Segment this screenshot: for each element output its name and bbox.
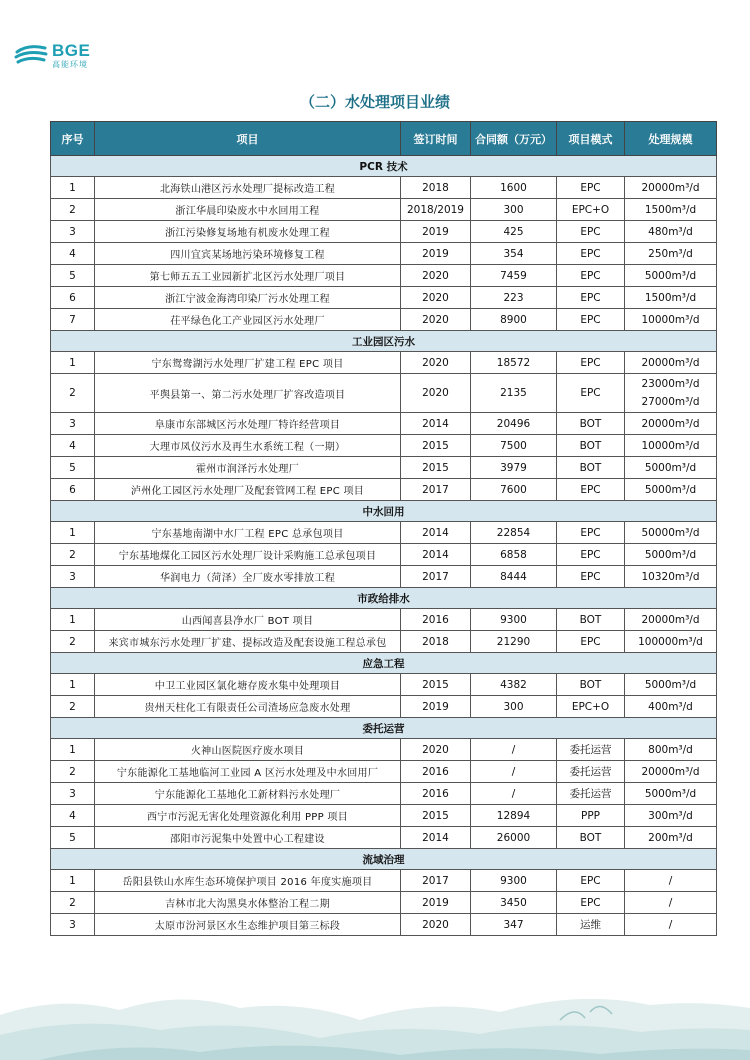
cell-index: 2 [51, 696, 95, 718]
table-row [51, 674, 717, 696]
cell-project-name: 太原市汾河景区水生态维护项目第三标段 [95, 914, 401, 936]
cell-contract-amount: 223 [471, 287, 557, 309]
cell-sign-date: 2019 [401, 243, 471, 265]
cell-contract-amount: 3979 [471, 457, 557, 479]
cell-project-name: 泸州化工园区污水处理厂及配套管网工程 EPC 项目 [95, 479, 401, 501]
cell-capacity: 5000m³/d [625, 544, 717, 566]
cell-sign-date: 2015 [401, 457, 471, 479]
cell-project-name: 第七师五五工业园新扩北区污水处理厂项目 [95, 265, 401, 287]
cell-index: 2 [51, 199, 95, 221]
cell-index: 3 [51, 566, 95, 588]
cell-contract-amount: 18572 [471, 352, 557, 374]
cell-index: 3 [51, 413, 95, 435]
cell-project-name: 中卫工业园区氯化塘存废水集中处理项目 [95, 674, 401, 696]
cell-capacity: 5000m³/d [625, 457, 717, 479]
table-row [51, 479, 717, 501]
table-row [51, 870, 717, 892]
cell-project-name: 宁东基地南湖中水厂工程 EPC 总承包项目 [95, 522, 401, 544]
section-title: 市政给排水 [51, 588, 717, 609]
cell-sign-date: 2020 [401, 739, 471, 761]
cell-project-name: 茌平绿色化工产业园区污水处理厂 [95, 309, 401, 331]
col-header-index: 序号 [51, 122, 95, 156]
cell-mode: EPC [557, 221, 625, 243]
cell-sign-date: 2016 [401, 761, 471, 783]
cell-index: 1 [51, 522, 95, 544]
cell-contract-amount: 7500 [471, 435, 557, 457]
col-header-contract-amount: 合同额（万元） [471, 122, 557, 156]
table-row [51, 544, 717, 566]
cell-capacity: 250m³/d [625, 243, 717, 265]
cell-index: 2 [51, 631, 95, 653]
cell-mode: EPC [557, 544, 625, 566]
section-title: PCR 技术 [51, 156, 717, 177]
cell-mode: EPC [557, 309, 625, 331]
cell-capacity: / [625, 870, 717, 892]
table-row [51, 177, 717, 199]
cell-sign-date: 2018/2019 [401, 199, 471, 221]
cell-capacity: 20000m³/d [625, 413, 717, 435]
cell-mode: EPC+O [557, 696, 625, 718]
section-row-pcr [51, 156, 717, 177]
cell-mode: EPC [557, 631, 625, 653]
cell-mode: BOT [557, 413, 625, 435]
table-row [51, 914, 717, 936]
cell-capacity: 1500m³/d [625, 287, 717, 309]
cell-contract-amount: 9300 [471, 609, 557, 631]
cell-contract-amount: 1600 [471, 177, 557, 199]
capacity-line: 23000m³/d [641, 378, 700, 390]
cell-capacity: / [625, 892, 717, 914]
cell-contract-amount: 300 [471, 696, 557, 718]
table-row [51, 783, 717, 805]
cell-contract-amount: 9300 [471, 870, 557, 892]
logo-brand: BGE [52, 40, 91, 60]
page-title: （二）水处理项目业绩 [299, 93, 450, 111]
cell-capacity: 20000m³/d [625, 177, 717, 199]
cell-mode: EPC [557, 870, 625, 892]
cell-sign-date: 2015 [401, 805, 471, 827]
cell-sign-date: 2017 [401, 870, 471, 892]
cell-contract-amount: / [471, 783, 557, 805]
cell-sign-date: 2019 [401, 892, 471, 914]
table-row [51, 457, 717, 479]
cell-mode: EPC [557, 287, 625, 309]
cell-capacity: 10320m³/d [625, 566, 717, 588]
cell-capacity: 5000m³/d [625, 674, 717, 696]
table-row [51, 265, 717, 287]
cell-index: 6 [51, 479, 95, 501]
cell-index: 6 [51, 287, 95, 309]
section-row-reclaimed-water [51, 501, 717, 522]
cell-sign-date: 2018 [401, 631, 471, 653]
cell-index: 4 [51, 805, 95, 827]
logo-subtitle: 高能环境 [52, 59, 88, 69]
section-title: 流域治理 [51, 849, 717, 870]
cell-capacity: 200m³/d [625, 827, 717, 849]
section-row-municipal [51, 588, 717, 609]
cell-project-name: 霍州市润泽污水处理厂 [95, 457, 401, 479]
table-row [51, 199, 717, 221]
cell-capacity: / [625, 914, 717, 936]
table-row [51, 631, 717, 653]
cell-index: 1 [51, 609, 95, 631]
cell-capacity: 5000m³/d [625, 265, 717, 287]
cell-index: 3 [51, 914, 95, 936]
cell-mode: 委托运营 [557, 761, 625, 783]
cell-index: 4 [51, 435, 95, 457]
cell-index: 5 [51, 457, 95, 479]
table-row [51, 287, 717, 309]
cell-contract-amount: 4382 [471, 674, 557, 696]
cell-project-name: 北海铁山港区污水处理厂提标改造工程 [95, 177, 401, 199]
cell-contract-amount: 7600 [471, 479, 557, 501]
cell-project-name: 吉林市北大沟黑臭水体整治工程二期 [95, 892, 401, 914]
table-row [51, 827, 717, 849]
cell-contract-amount: 8900 [471, 309, 557, 331]
cell-index: 3 [51, 783, 95, 805]
cell-capacity: 5000m³/d [625, 479, 717, 501]
cell-sign-date: 2018 [401, 177, 471, 199]
cell-capacity: 5000m³/d [625, 783, 717, 805]
cell-sign-date: 2020 [401, 309, 471, 331]
cell-capacity: 10000m³/d [625, 309, 717, 331]
cell-index: 1 [51, 739, 95, 761]
cell-capacity: 1500m³/d [625, 199, 717, 221]
cell-project-name: 浙江污染修复场地有机废水处理工程 [95, 221, 401, 243]
cell-sign-date: 2014 [401, 544, 471, 566]
cell-project-name: 西宁市污泥无害化处理资源化利用 PPP 项目 [95, 805, 401, 827]
cell-project-name: 火神山医院医疗废水项目 [95, 739, 401, 761]
cell-capacity: 20000m³/d [625, 609, 717, 631]
section-title: 应急工程 [51, 653, 717, 674]
table-row [51, 805, 717, 827]
cell-mode: BOT [557, 609, 625, 631]
col-header-project: 项目 [95, 122, 401, 156]
cell-contract-amount: 425 [471, 221, 557, 243]
cell-sign-date: 2020 [401, 287, 471, 309]
cell-capacity: 480m³/d [625, 221, 717, 243]
cell-contract-amount: 2135 [471, 374, 557, 413]
cell-contract-amount: 22854 [471, 522, 557, 544]
cell-sign-date: 2017 [401, 479, 471, 501]
cell-index: 1 [51, 674, 95, 696]
cell-contract-amount: 347 [471, 914, 557, 936]
section-title: 委托运营 [51, 718, 717, 739]
cell-sign-date: 2016 [401, 609, 471, 631]
cell-capacity: 100000m³/d [625, 631, 717, 653]
cell-index: 3 [51, 221, 95, 243]
table-row [51, 696, 717, 718]
cell-mode: EPC [557, 522, 625, 544]
cell-sign-date: 2014 [401, 522, 471, 544]
cell-index: 2 [51, 892, 95, 914]
cell-project-name: 邵阳市污泥集中处置中心工程建设 [95, 827, 401, 849]
cell-mode: EPC [557, 479, 625, 501]
cell-sign-date: 2016 [401, 783, 471, 805]
cell-mode: EPC+O [557, 199, 625, 221]
section-title: 工业园区污水 [51, 331, 717, 352]
cell-contract-amount: 20496 [471, 413, 557, 435]
cell-index: 7 [51, 309, 95, 331]
cell-project-name: 岳阳县铁山水库生态环境保护项目 2016 年度实施项目 [95, 870, 401, 892]
cell-index: 1 [51, 870, 95, 892]
section-row-operation [51, 718, 717, 739]
cell-mode: BOT [557, 674, 625, 696]
cell-contract-amount: / [471, 761, 557, 783]
cell-capacity: 400m³/d [625, 696, 717, 718]
cell-capacity: 20000m³/d [625, 352, 717, 374]
cell-contract-amount: 3450 [471, 892, 557, 914]
cell-index: 5 [51, 827, 95, 849]
section-row-industrial-park [51, 331, 717, 352]
cell-index: 2 [51, 544, 95, 566]
cell-project-name: 平舆县第一、第二污水处理厂扩容改造项目 [95, 374, 401, 413]
col-header-sign-date: 签订时间 [401, 122, 471, 156]
cell-capacity: 50000m³/d [625, 522, 717, 544]
cell-project-name: 浙江宁波金海湾印染厂污水处理工程 [95, 287, 401, 309]
cell-contract-amount: 300 [471, 199, 557, 221]
cell-index: 1 [51, 352, 95, 374]
cell-capacity: 20000m³/d [625, 761, 717, 783]
cell-capacity: 800m³/d [625, 739, 717, 761]
table-row [51, 352, 717, 374]
cell-contract-amount: 7459 [471, 265, 557, 287]
cell-project-name: 大理市凤仪污水及再生水系统工程（一期） [95, 435, 401, 457]
cell-mode: BOT [557, 457, 625, 479]
cell-index: 4 [51, 243, 95, 265]
cell-mode: BOT [557, 827, 625, 849]
capacity-line: 27000m³/d [641, 396, 700, 408]
cell-contract-amount: / [471, 739, 557, 761]
cell-project-name: 宁东能源化工基地临河工业园 A 区污水处理及中水回用厂 [95, 761, 401, 783]
cell-project-name: 贵州天柱化工有限责任公司渣场应急废水处理 [95, 696, 401, 718]
bge-wave-logo-icon [14, 40, 48, 70]
section-row-watershed [51, 849, 717, 870]
ink-wash-landscape-icon [0, 960, 750, 1060]
section-title: 中水回用 [51, 501, 717, 522]
cell-sign-date: 2019 [401, 221, 471, 243]
cell-sign-date: 2020 [401, 352, 471, 374]
cell-contract-amount: 26000 [471, 827, 557, 849]
table-row [51, 413, 717, 435]
cell-capacity: 10000m³/d [625, 435, 717, 457]
cell-mode: EPC [557, 374, 625, 413]
cell-project-name: 宁东鸳鸯湖污水处理厂扩建工程 EPC 项目 [95, 352, 401, 374]
company-logo [14, 40, 90, 70]
cell-capacity: 300m³/d [625, 805, 717, 827]
cell-mode: 运维 [557, 914, 625, 936]
section-row-emergency [51, 653, 717, 674]
cell-project-name: 华润电力（菏泽）全厂废水零排放工程 [95, 566, 401, 588]
cell-mode: EPC [557, 566, 625, 588]
cell-sign-date: 2015 [401, 435, 471, 457]
table-header-row [51, 122, 717, 156]
cell-mode: 委托运营 [557, 739, 625, 761]
cell-contract-amount: 21290 [471, 631, 557, 653]
cell-contract-amount: 12894 [471, 805, 557, 827]
cell-project-name: 宁东能源化工基地化工新材料污水处理厂 [95, 783, 401, 805]
cell-mode: EPC [557, 265, 625, 287]
cell-index: 5 [51, 265, 95, 287]
cell-index: 2 [51, 761, 95, 783]
cell-sign-date: 2020 [401, 914, 471, 936]
table-row [51, 609, 717, 631]
cell-sign-date: 2015 [401, 674, 471, 696]
cell-sign-date: 2014 [401, 827, 471, 849]
cell-contract-amount: 8444 [471, 566, 557, 588]
cell-contract-amount: 6858 [471, 544, 557, 566]
table-row [51, 309, 717, 331]
cell-mode: EPC [557, 352, 625, 374]
cell-capacity [625, 374, 717, 413]
cell-project-name: 阜康市东部城区污水处理厂特许经营项目 [95, 413, 401, 435]
cell-index: 2 [51, 374, 95, 413]
table-row [51, 435, 717, 457]
col-header-mode: 项目模式 [557, 122, 625, 156]
cell-sign-date: 2014 [401, 413, 471, 435]
cell-mode: EPC [557, 243, 625, 265]
cell-project-name: 四川宜宾某场地污染环境修复工程 [95, 243, 401, 265]
cell-project-name: 来宾市城东污水处理厂扩建、提标改造及配套设施工程总承包 [95, 631, 401, 653]
table-row [51, 739, 717, 761]
table-row [51, 892, 717, 914]
cell-mode: BOT [557, 435, 625, 457]
table-row [51, 374, 717, 413]
cell-project-name: 山西闻喜县净水厂 BOT 项目 [95, 609, 401, 631]
table-row [51, 243, 717, 265]
cell-sign-date: 2019 [401, 696, 471, 718]
table-row [51, 221, 717, 243]
cell-mode: PPP [557, 805, 625, 827]
table-row [51, 761, 717, 783]
cell-project-name: 宁东基地煤化工园区污水处理厂设计采购施工总承包项目 [95, 544, 401, 566]
project-performance-table [50, 121, 717, 936]
table-row [51, 522, 717, 544]
cell-mode: 委托运营 [557, 783, 625, 805]
col-header-capacity: 处理规模 [625, 122, 717, 156]
table-row [51, 566, 717, 588]
cell-sign-date: 2017 [401, 566, 471, 588]
cell-mode: EPC [557, 892, 625, 914]
cell-sign-date: 2020 [401, 265, 471, 287]
cell-mode: EPC [557, 177, 625, 199]
cell-contract-amount: 354 [471, 243, 557, 265]
cell-sign-date: 2020 [401, 374, 471, 413]
cell-project-name: 浙江华晨印染废水中水回用工程 [95, 199, 401, 221]
cell-index: 1 [51, 177, 95, 199]
